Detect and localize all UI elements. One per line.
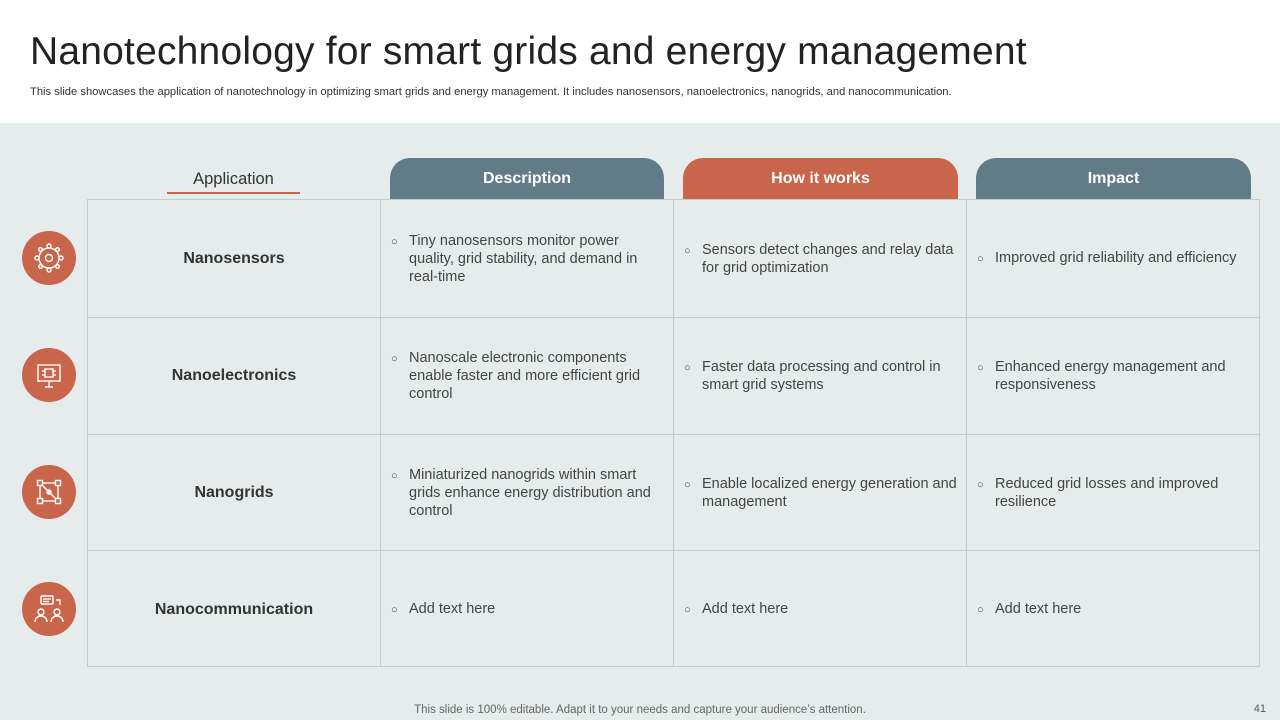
page-number: 41 [1253, 703, 1266, 715]
grid-nodes-icon [22, 465, 76, 519]
table-row [88, 317, 1259, 434]
bullet-icon: ○ [977, 253, 984, 265]
bullet-icon: ○ [391, 235, 398, 248]
table-row [88, 200, 1259, 317]
how-it-works-cell [674, 551, 967, 668]
bullet-icon: ○ [684, 244, 691, 257]
description-text: Nanoscale electronic components enable faster and more efficient grid control [409, 349, 641, 402]
bullet-icon: ○ [977, 478, 984, 491]
how-it-works-text: Faster data processing and control in smart grid systems [702, 358, 941, 393]
table-row [88, 551, 1259, 668]
impact-text: Add text here [995, 601, 1082, 617]
circuit-board-icon [22, 348, 76, 402]
header-application: Application [167, 160, 300, 194]
bullet-icon: ○ [977, 361, 984, 374]
slide-title: Nanotechnology for smart grids and energy management [30, 30, 1027, 73]
table-row [88, 434, 1259, 551]
header-description: Description [390, 158, 664, 200]
description-text: Tiny nanosensors monitor power quality, grid stability, and demand in real-time [409, 232, 638, 285]
bullet-icon: ○ [684, 604, 691, 616]
application-name: Nanosensors [183, 249, 285, 267]
network-nodes-icon [22, 231, 76, 285]
bullet-icon: ○ [391, 469, 398, 482]
impact-text: Enhanced energy management and responsiveness [995, 358, 1226, 393]
application-name: Nanocommunication [154, 600, 314, 618]
bullet-icon: ○ [977, 604, 984, 616]
communication-icon [22, 582, 76, 636]
impact-cell [967, 434, 1260, 551]
impact-cell [967, 317, 1260, 434]
bullet-icon: ○ [391, 604, 398, 616]
how-it-works-text: Enable localized energy generation and management [702, 475, 957, 510]
how-it-works-cell [674, 317, 967, 434]
impact-cell [967, 200, 1260, 317]
description-cell [381, 434, 674, 551]
impact-text: Improved grid reliability and efficiency [995, 250, 1237, 266]
description-text: Miniaturized nanogrids within smart grids enhance energy distribution and control [409, 466, 651, 519]
description-cell [381, 317, 674, 434]
slide-header [0, 0, 1280, 123]
description-cell [381, 200, 674, 317]
footer-note: This slide is 100% editable. Adapt it to your needs and capture your audience’s attention. [414, 704, 866, 716]
impact-cell [967, 551, 1260, 668]
how-it-works-text: Sensors detect changes and relay data for grid optimization [702, 241, 954, 276]
bullet-icon: ○ [684, 478, 691, 491]
applications-table [87, 199, 1260, 667]
how-it-works-cell [674, 434, 967, 551]
application-name: Nanoelectronics [171, 366, 297, 384]
description-cell [381, 551, 674, 668]
impact-text: Reduced grid losses and improved resilience [995, 475, 1219, 510]
how-it-works-cell [674, 200, 967, 317]
slide-subtitle: This slide showcases the application of nanotechnology in optimizing smart grids and energy management. It includes nanosensors, nanoelectronics, nanogrids, and nanocommunication. [30, 86, 952, 98]
description-text: Add text here [409, 601, 496, 617]
application-name: Nanogrids [194, 483, 274, 501]
bullet-icon: ○ [391, 352, 398, 365]
header-how-it-works: How it works [683, 158, 958, 200]
header-impact: Impact [976, 158, 1251, 200]
bullet-icon: ○ [684, 361, 691, 374]
how-it-works-text: Add text here [702, 601, 789, 617]
